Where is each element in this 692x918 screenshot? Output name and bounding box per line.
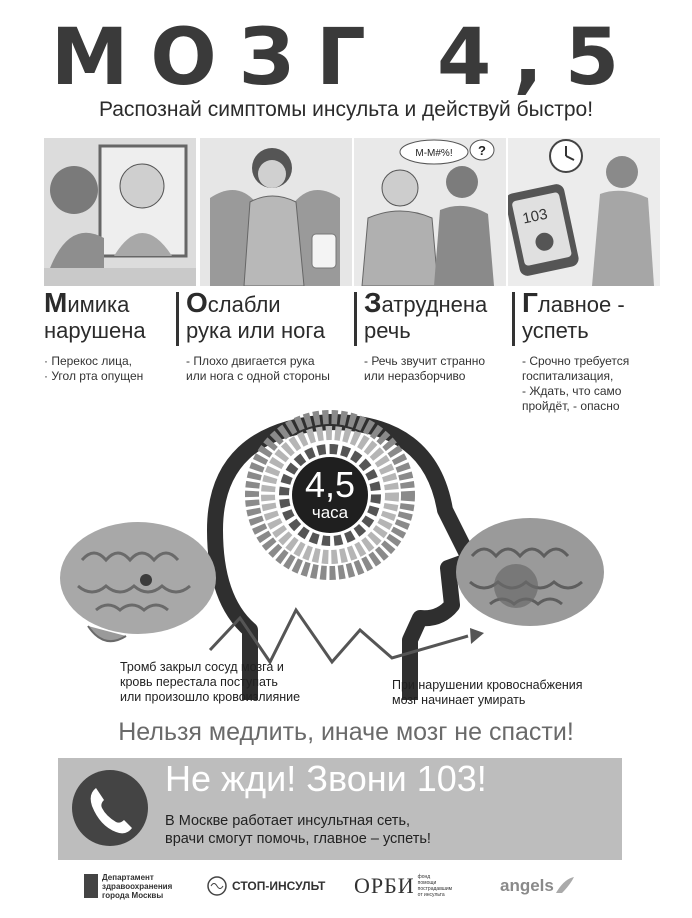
- phone-screen-number: 103: [521, 205, 550, 228]
- brain-timer-graphic: [0, 400, 692, 710]
- illustration-mirror-face: [44, 138, 196, 286]
- arrow-head: [470, 628, 484, 644]
- logo-department: Департамент здравоохранения города Москвы: [84, 872, 172, 900]
- divider: [176, 292, 179, 346]
- timer-value: 4,5: [304, 464, 356, 505]
- note-left: Тромб закрыл сосуд мозга и кровь перестала поступать или произошло кровоизлияние: [120, 660, 301, 704]
- timer-unit: часа: [311, 503, 349, 522]
- logo-stop-insult: СТОП-ИНСУЛЬТ: [206, 872, 325, 900]
- page-subtitle: Распознай симптомы инсульта и действуй быстро!: [98, 98, 594, 121]
- call-text: В Москве работает инсультная сеть, врачи смогут помочь, главное – успеть!: [165, 813, 431, 847]
- symptom-2-heading: Ослабли рука или нога: [186, 287, 326, 343]
- symptom-2-description: - Плохо двигается рука или нога с одной стороны: [186, 354, 330, 383]
- symptom-4-description: - Срочно требуется госпитализация, - Ждать, что само пройдёт, - опасно: [522, 354, 630, 413]
- stop-insult-brain-icon: [206, 875, 228, 897]
- symptom-3-heading: Затруднена речь: [364, 287, 488, 343]
- brain-right-icon: [456, 518, 604, 626]
- symptom-3-description: - Речь звучит странно или неразборчиво: [364, 354, 486, 383]
- warning-text: Нельзя медлить, иначе мозг не спасти!: [118, 718, 574, 746]
- phone-icon: [72, 770, 148, 846]
- page-title: МОЗГ 4,5: [50, 13, 642, 103]
- wing-icon: [554, 875, 576, 897]
- call-headline: Не жди! Звони 103!: [165, 758, 487, 799]
- speech-bubble-text: М-М#%!: [415, 148, 453, 159]
- question-bubble-text: ?: [478, 143, 486, 158]
- illustration-couple-speech: [354, 138, 506, 286]
- divider: [354, 292, 357, 346]
- illustration-sitting-woman: [200, 138, 352, 286]
- note-right: При нарушении кровоснабжения мозг начинает умирать: [392, 678, 583, 707]
- symptom-1-description: · Перекос лица, · Угол рта опущен: [44, 354, 144, 383]
- logo-orbi: ОРБИ фонд помощи пострадавшим от инсульта: [354, 873, 453, 898]
- logo-angels: angels: [500, 872, 576, 900]
- symptom-1-heading: Мимика нарушена: [44, 287, 146, 343]
- brain-left-icon: [60, 522, 216, 641]
- divider: [512, 292, 515, 346]
- symptom-4-heading: Главное - успеть: [522, 287, 625, 343]
- illustration-phone-103: [508, 138, 660, 286]
- dept-emblem-icon: [84, 874, 98, 898]
